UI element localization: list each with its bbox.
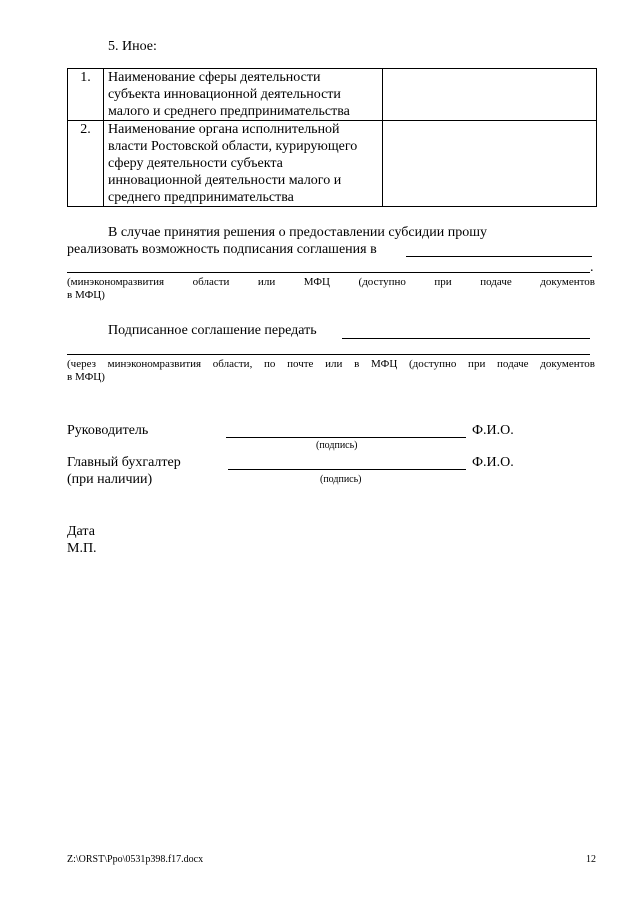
row-number: 2. xyxy=(68,121,104,207)
head-signature-caption: (подпись) xyxy=(316,440,358,451)
page-number: 12 xyxy=(586,854,596,865)
signing-request-line2: реализовать возможность подписания соглашения в xyxy=(67,242,377,257)
transfer-method-field[interactable] xyxy=(342,338,590,339)
row-value-cell[interactable] xyxy=(383,69,597,121)
accountant-fio-label: Ф.И.О. xyxy=(472,455,514,470)
stamp-label: М.П. xyxy=(67,541,97,556)
info-table xyxy=(67,68,597,207)
accountant-note: (при наличии) xyxy=(67,472,153,487)
signing-hint-line1: (минэкономразвития области или МФЦ (доступно при подаче документов xyxy=(67,276,595,288)
table-row xyxy=(68,69,597,121)
footer-file-path: Z:\ORST\Ppo\0531p398.f17.docx xyxy=(67,854,204,865)
table-row xyxy=(68,121,597,207)
row-label: Наименование сферы деятельности субъекта инновационной деятельности малого и среднего предпринимательства xyxy=(104,69,383,121)
signing-hint-line2: в МФЦ) xyxy=(67,289,105,301)
head-label: Руководитель xyxy=(67,423,149,438)
row-number: 1. xyxy=(68,69,104,121)
accountant-label: Главный бухгалтер xyxy=(67,455,181,470)
section-title: 5. Иное: xyxy=(108,39,157,54)
signing-place-field-continued[interactable] xyxy=(67,272,590,273)
accountant-signature-line[interactable] xyxy=(228,469,466,470)
transfer-method-field-continued[interactable] xyxy=(67,354,590,355)
transfer-hint-line1: (через минэкономразвития области, по почте или в МФЦ (доступно при подаче документов xyxy=(67,358,595,370)
head-signature-line[interactable] xyxy=(226,437,466,438)
transfer-label: Подписанное соглашение передать xyxy=(108,323,317,338)
head-fio-label: Ф.И.О. xyxy=(472,423,514,438)
transfer-hint-line2: в МФЦ) xyxy=(67,371,105,383)
signing-request-line1: В случае принятия решения о предоставлении субсидии прошу xyxy=(108,225,487,240)
row-label: Наименование органа исполнительной власти Ростовской области, курирующего сферу деятельности субъекта инновационной деятельности малого и среднего предпринимательства xyxy=(104,121,383,207)
accountant-signature-caption: (подпись) xyxy=(320,474,362,485)
row-value-cell[interactable] xyxy=(383,121,597,207)
date-label: Дата xyxy=(67,524,95,539)
signing-period: . xyxy=(590,260,594,275)
signing-place-field[interactable] xyxy=(406,256,592,257)
